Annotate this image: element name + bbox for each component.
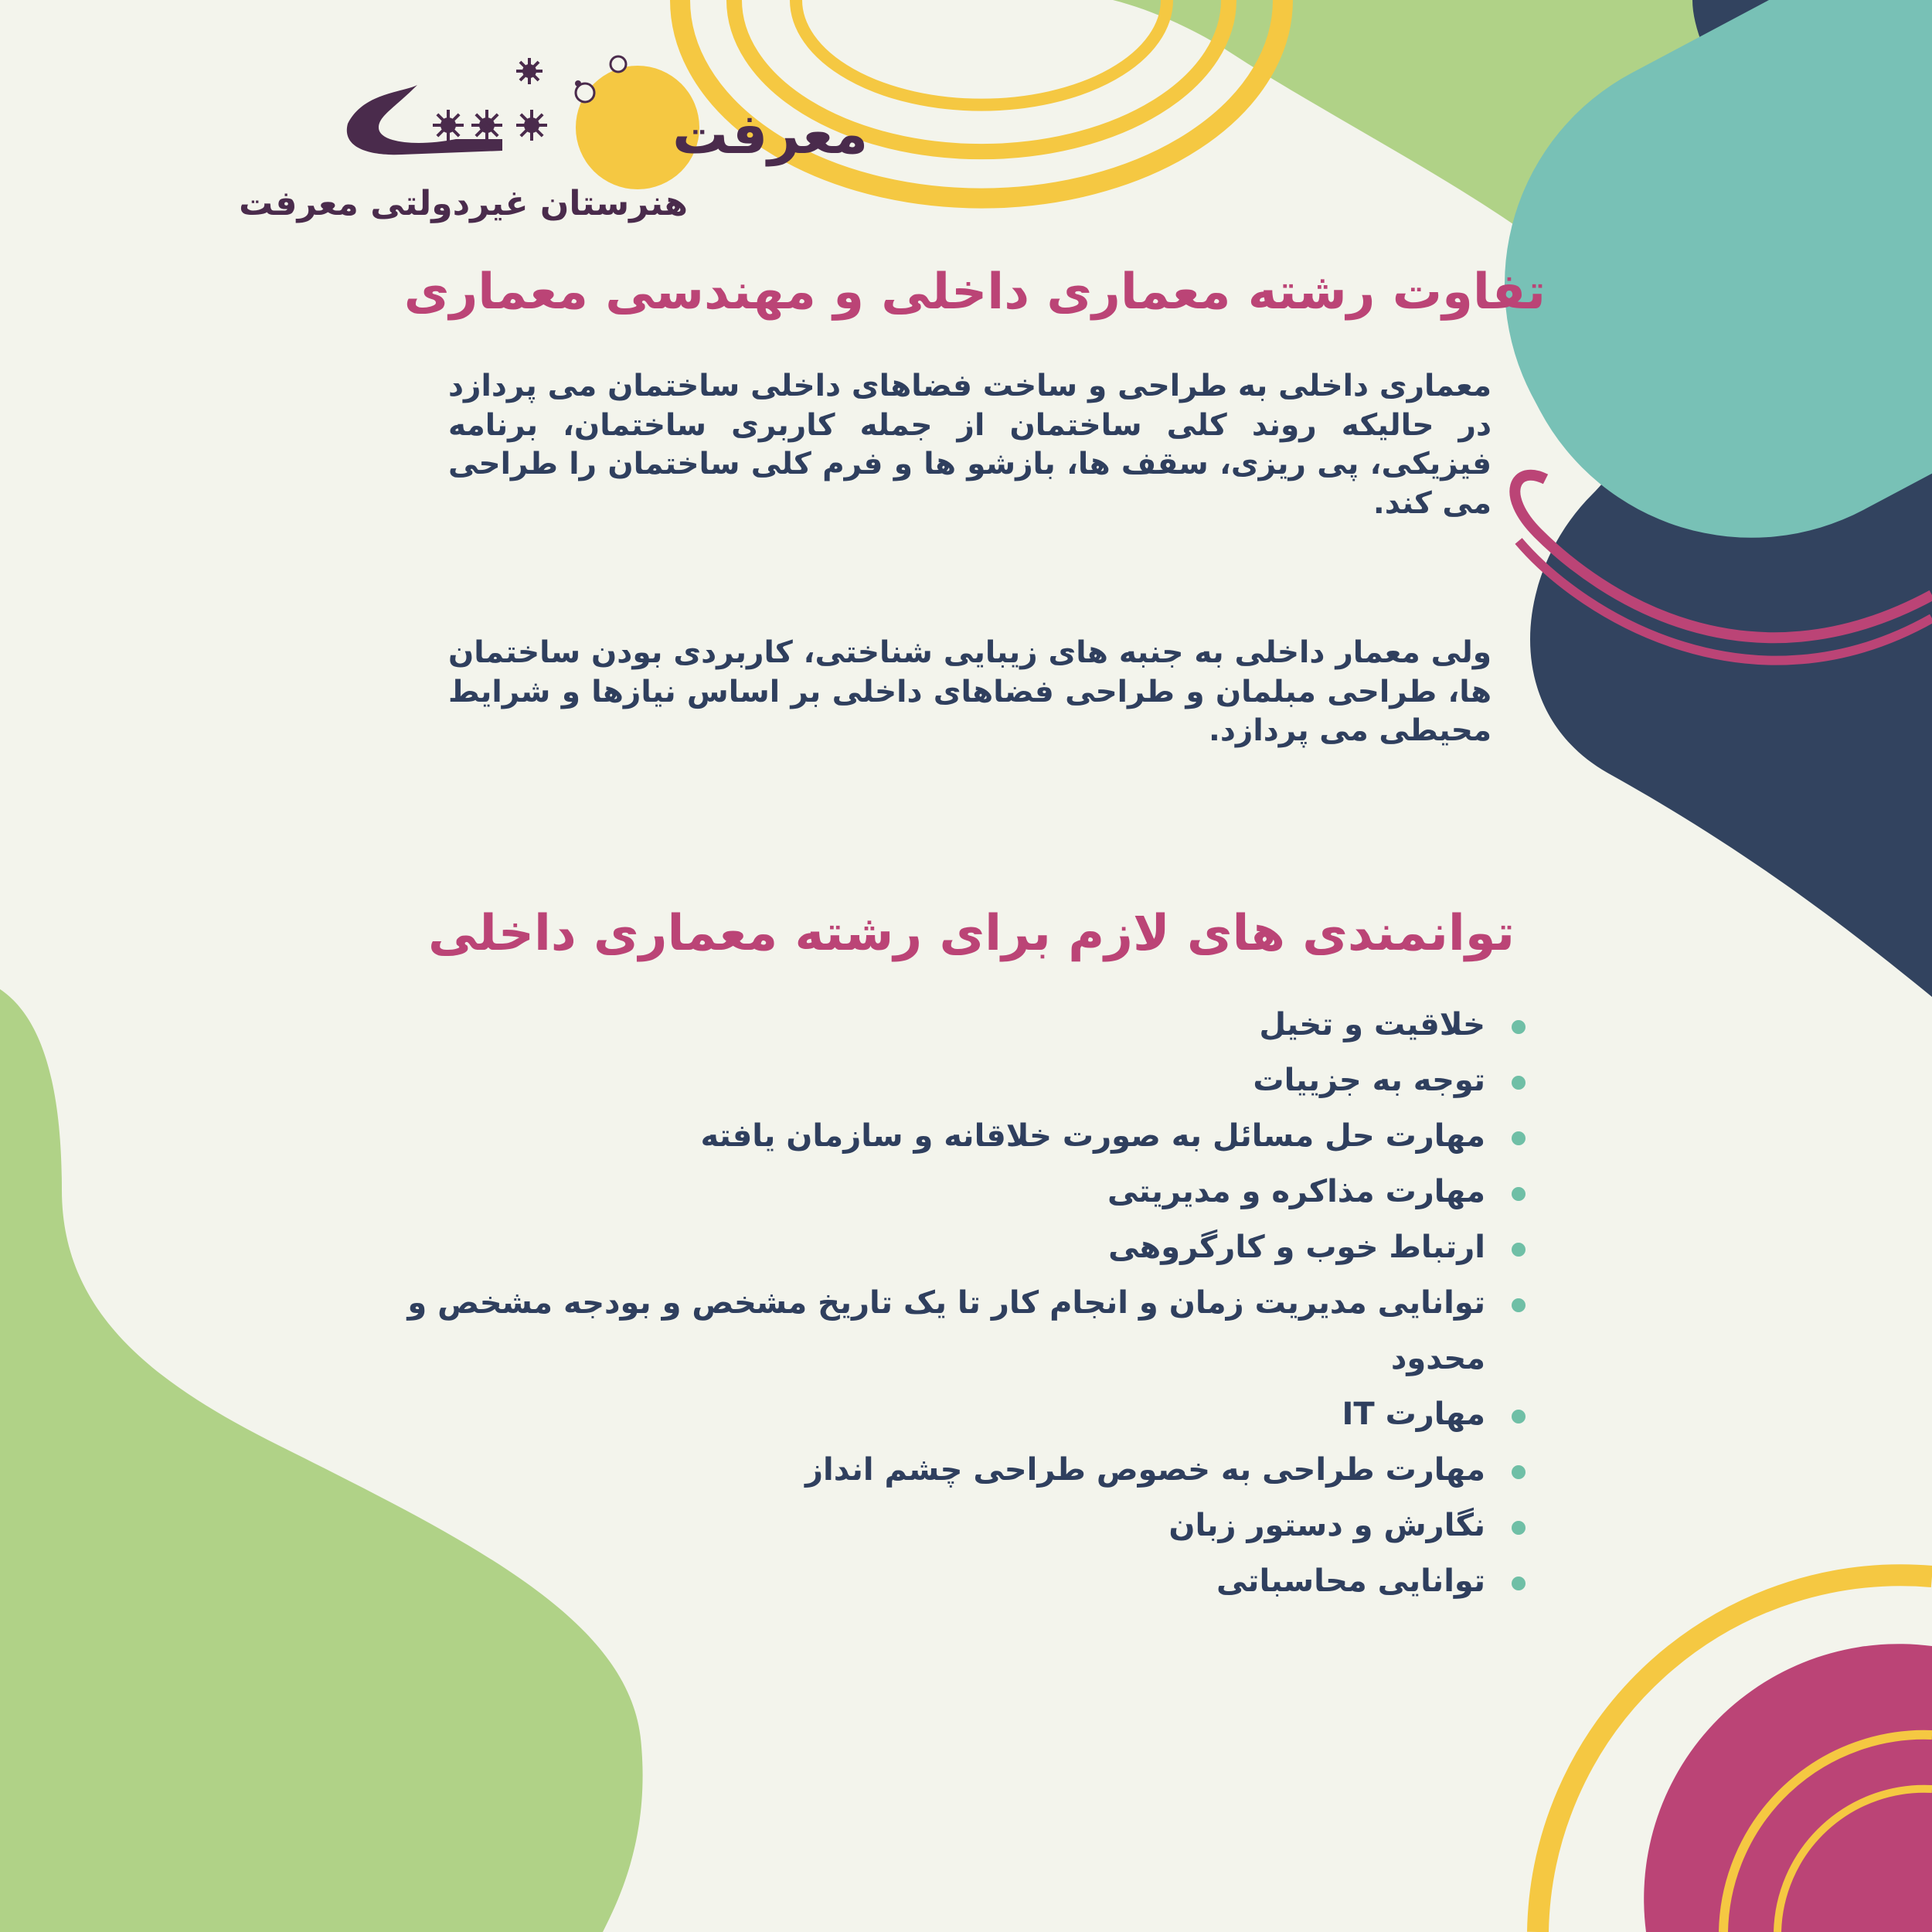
list-item [371, 997, 1530, 1053]
logo [332, 39, 869, 185]
skill-text: مهارت IT [1342, 1396, 1485, 1432]
school-name: هنرستان غیردولتی معرفت [239, 184, 688, 223]
logo-mark [332, 39, 869, 185]
skill-text: نگارش و دستور زبان [1168, 1508, 1485, 1543]
list-item [371, 1219, 1530, 1275]
star-icons [433, 58, 547, 141]
skills-list [371, 997, 1530, 1609]
logo-wordmark: معرفت [672, 101, 869, 166]
bullet-icon [1512, 1410, 1526, 1423]
list-item [371, 1108, 1530, 1164]
bullet-icon [1512, 1521, 1526, 1535]
skill-text: مهارت مذاکره و مدیریتی [1107, 1174, 1485, 1209]
list-item [371, 1498, 1530, 1553]
bullet-icon [1512, 1020, 1526, 1034]
skill-text: مهارت حل مسائل به صورت خلاقانه و سازمان یافته [700, 1118, 1485, 1154]
section-title-difference: تفاوت رشته معماری داخلی و مهندسی معماری [403, 264, 1546, 321]
bullet-icon [1512, 1577, 1526, 1590]
list-item [371, 1164, 1530, 1219]
skill-text: ارتباط خوب و کارگروهی [1108, 1230, 1485, 1265]
bullet-icon [1512, 1298, 1526, 1312]
skill-text: توجه به جزییات [1253, 1063, 1485, 1098]
section-title-skills: توانمندی های لازم برای رشته معماری داخلی [427, 905, 1515, 962]
paragraph-interior-architect-role: ولی معمار داخلی به جنبه های زیبایی شناختی، کاربردی بودن ساختمان ها، طراحی مبلمان و طراحی فضاهای داخلی بر اساس نیازها و شرایط محیطی می پردازد. [448, 635, 1492, 749]
bullet-icon [1512, 1187, 1526, 1201]
list-item [371, 1053, 1530, 1108]
skill-text: توانایی محاسباتی [1216, 1563, 1485, 1599]
bullet-icon [1512, 1131, 1526, 1145]
list-item [371, 1386, 1530, 1442]
list-item [371, 1442, 1530, 1498]
bullet-icon [1512, 1465, 1526, 1479]
rings-bottom-right [1538, 1575, 1932, 1932]
bullet-icon [1512, 1076, 1526, 1090]
skill-text: مهارت طراحی به خصوص طراحی چشم انداز [805, 1452, 1485, 1488]
bullet-icon [1512, 1243, 1526, 1257]
list-item [371, 1275, 1530, 1386]
paragraph-interior-vs-architecture: معماری داخلی به طراحی و ساخت فضاهای داخلی ساختمان می پردازد در حالیکه روند کلی ساختمان از جمله کاربری ساختمان، برنامه فیزیکی، پی ریزی، سقف ها، بازشو ها و فرم کلی ساختمان را طراحی می کند. [448, 369, 1492, 522]
skill-text: خلاقیت و تخیل [1259, 1007, 1485, 1043]
list-item [371, 1553, 1530, 1609]
skill-text: توانایی مدیریت زمان و انجام کار تا یک تاریخ مشخص و بودجه مشخص و محدود [407, 1285, 1485, 1376]
